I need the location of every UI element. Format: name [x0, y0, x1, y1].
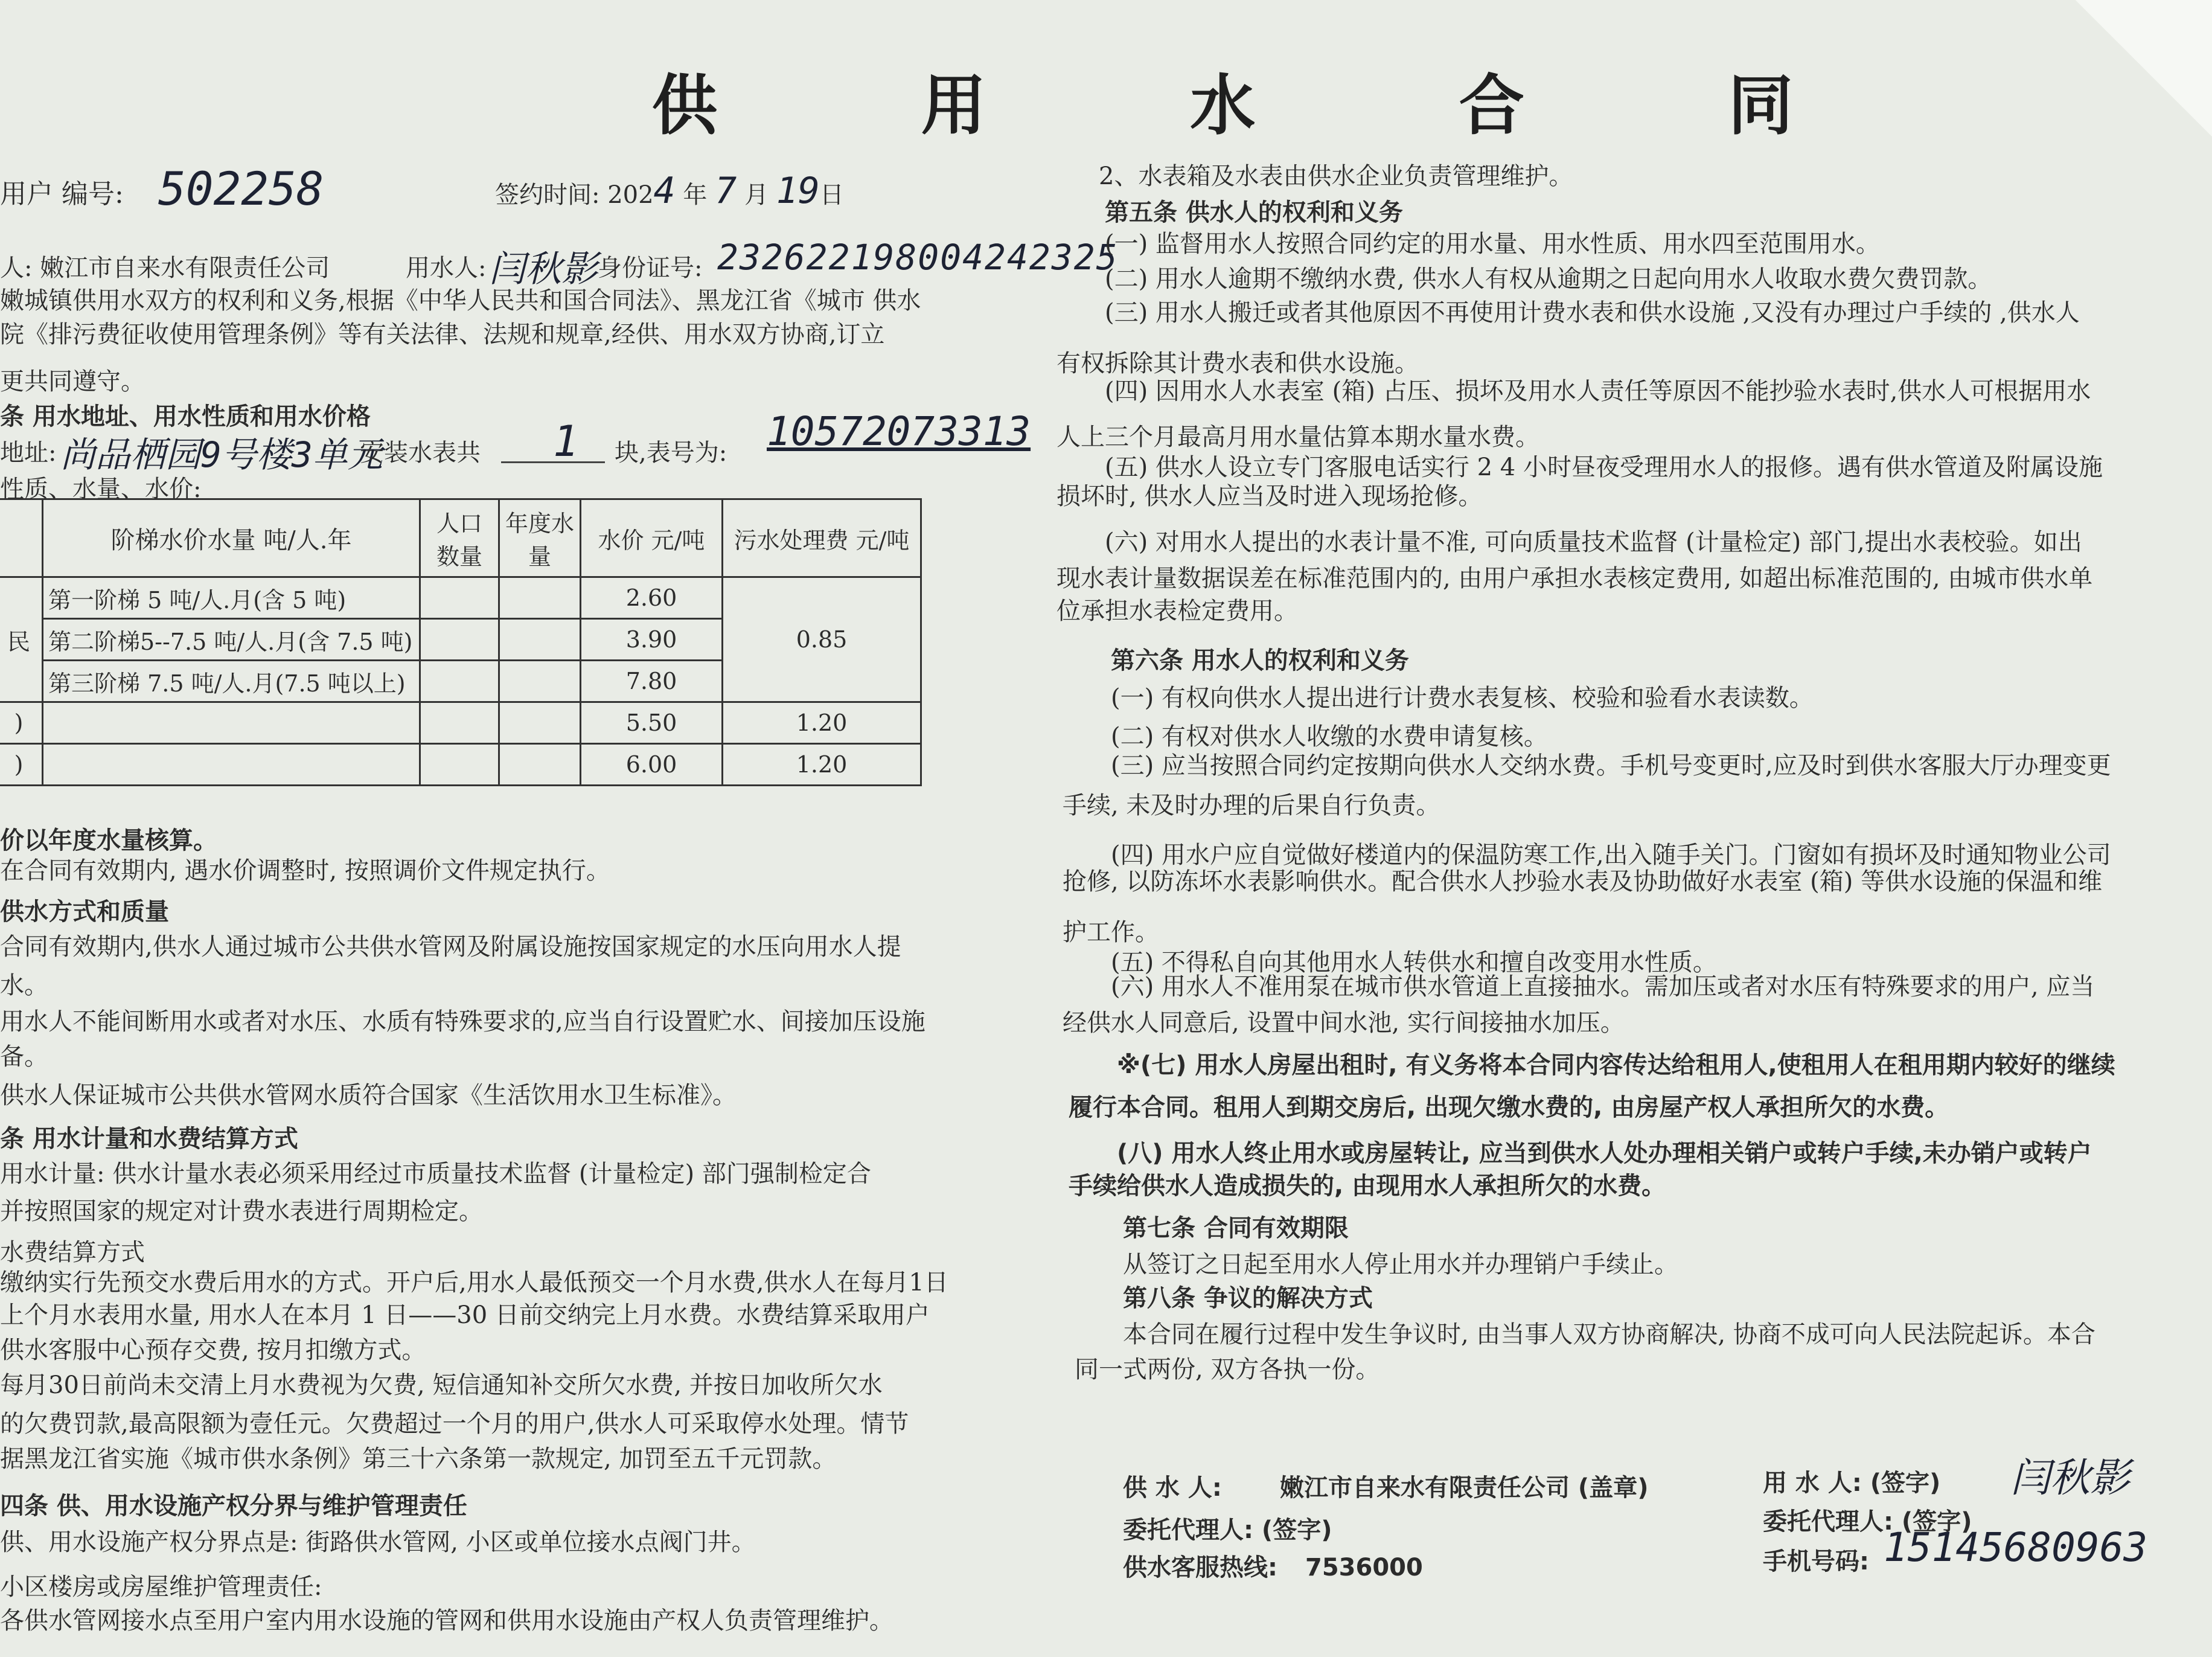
table-header-row	[0, 499, 921, 577]
consumer-agent-label: 委托代理人: (签字)	[1763, 1508, 1972, 1536]
header-sewage: 污水处理费 元/吨	[723, 499, 921, 577]
population-cell	[420, 744, 499, 786]
paragraph-line: 手续, 未及时办理的后果自行负责。	[1063, 792, 1440, 819]
intro-line-3: 更共同遵守。	[0, 368, 145, 396]
population-cell	[420, 702, 499, 744]
paragraph-line: (五) 不得私自向其他用水人转供水和擅自改变用水性质。	[1111, 949, 1717, 976]
user-no-value: 502258	[158, 162, 324, 216]
header-price: 水价 元/吨	[581, 499, 723, 577]
water-price-table	[0, 498, 922, 786]
section-heading: 第六条 用水人的权利和义务	[1111, 647, 1409, 675]
tier-label	[43, 702, 420, 744]
consumer-signature: 闫秋影	[2010, 1455, 2130, 1501]
paragraph-line: 从签订之日起至用水人停止用水并办理销户手续止。	[1123, 1251, 1678, 1278]
supplier-agent-label: 委托代理人: (签字)	[1123, 1516, 1332, 1544]
section-heading: 履行本合同。租用人到期交房后, 出现欠缴水费的, 由房屋产权人承担所欠的水费。	[1069, 1094, 1949, 1121]
paragraph-line: 同一式两份, 双方各执一份。	[1075, 1356, 1380, 1383]
supplier-sign-label: 供 水 人:	[1123, 1474, 1222, 1502]
page-corner-fold	[2076, 0, 2212, 136]
table-row	[0, 577, 921, 619]
sign-time-label: 签约时间: 202	[495, 181, 654, 209]
population-cell	[420, 619, 499, 661]
paragraph-line: 水费结算方式	[0, 1239, 145, 1266]
paragraph-line: (二) 用水人逾期不缴纳水费, 供水人有权从逾期之日起向用水人收取水费欠费罚款。	[1105, 265, 1992, 293]
section-heading: (八) 用水人终止用水或房屋转让, 应当到供水人处办理相关销户或转户手续,未办销户或转户	[1117, 1139, 2092, 1167]
paragraph-line: (四) 用水户应自觉做好楼道内的保温防寒工作,出入随手关门。门窗如有损坏及时通知物业公司	[1111, 841, 2111, 869]
table-row	[0, 702, 921, 744]
paragraph-line: (三) 应当按照合同约定按期向供水人交纳水费。手机号变更时,应及时到供水客服大厅办理变更	[1111, 752, 2111, 780]
table-stub-cell: )	[0, 744, 43, 786]
paragraph-line: 2、水表箱及水表由供水企业负责管理维护。	[1099, 162, 1573, 190]
paragraph-line: 备。	[0, 1043, 48, 1071]
consumer-sign-label: 用 水 人: (签字)	[1763, 1469, 1941, 1497]
article-1-title: 条 用水地址、用水性质和用水价格	[0, 403, 371, 431]
sign-day: 19	[776, 170, 820, 212]
section-heading: 第五条 供水人的权利和义务	[1105, 199, 1403, 226]
table-stub-cell: 民	[0, 577, 43, 702]
paragraph-line: 小区楼房或房屋维护管理责任:	[0, 1573, 322, 1601]
header-tier: 阶梯水价水量 吨/人.年	[43, 499, 420, 577]
paragraph-line: 位承担水表检定费用。	[1056, 597, 1298, 625]
paragraph-line: 经供水人同意后, 设置中间水池, 实行间接抽水加压。	[1063, 1009, 1625, 1037]
intro-line-1: 嫩城镇供用水双方的权利和义务,根据《中华人民共和国合同法》、黑龙江省《城市 供水	[0, 287, 921, 315]
supplier-line: 人: 嫩江市自来水有限责任公司	[0, 254, 330, 282]
section-heading: 价以年度水量核算。	[0, 827, 217, 854]
sewage-merged-cell: 0.85	[723, 577, 921, 702]
paragraph-line: 缴纳实行先预交水费后用水的方式。开户后,用水人最低预交一个月水费,供水人在每月1日	[0, 1269, 948, 1296]
section-heading: 第七条 合同有效期限	[1123, 1214, 1349, 1242]
annual-volume-cell	[499, 577, 581, 619]
paragraph-line: 供水客服中心预存交费, 按月扣缴方式。	[0, 1336, 426, 1364]
section-heading: ※(七) 用水人房屋出租时, 有义务将本合同内容传达给租用人,使租用人在租用期内较好的继续	[1117, 1051, 2115, 1079]
id-value: 232622198004242325	[717, 237, 1119, 278]
population-cell	[420, 661, 499, 702]
sign-month-suffix: 月	[744, 181, 769, 209]
meter-label: 安装水表共	[360, 439, 481, 467]
price-cell: 7.80	[581, 661, 723, 702]
paragraph-line: 用水计量: 供水计量水表必须采用经过市质量技术监督 (计量检定) 部门强制检定合	[0, 1160, 871, 1188]
tier-label: 第三阶梯 7.5 吨/人.月(7.5 吨以上)	[43, 661, 420, 702]
price-cell: 2.60	[581, 577, 723, 619]
phone-value: 15145680963	[1884, 1524, 2148, 1571]
paragraph-line: 水。	[0, 972, 48, 999]
annual-volume-cell	[499, 619, 581, 661]
paragraph-line: (五) 供水人设立专门客服电话实行 2 4 小时昼夜受理用水人的报修。遇有供水管道及附属设施	[1105, 454, 2103, 481]
id-label: 身份证号:	[598, 254, 703, 282]
sign-day-suffix: 日	[819, 181, 844, 209]
supplier-sign-value: 嫩江市自来水有限责任公司 (盖章)	[1280, 1474, 1649, 1502]
annual-volume-cell	[499, 661, 581, 702]
paragraph-line: 的欠费罚款,最高限额为壹任元。欠费超过一个月的用户,供水人可采取停水处理。情节	[0, 1410, 909, 1438]
tier-label	[43, 744, 420, 786]
sign-year-suffix: 年	[683, 181, 708, 209]
table-stub-cell: )	[0, 702, 43, 744]
meter-number: 10572073313	[767, 408, 1031, 455]
population-cell	[420, 577, 499, 619]
sign-date	[495, 170, 844, 212]
paragraph-line: 每月30日前尚未交清上月水费视为欠费, 短信通知补交所欠水费, 并按日加收所欠水	[0, 1371, 883, 1399]
paragraph-line: 上个月水表用水量, 用水人在本月 1 日——30 日前交纳完上月水费。水费结算采取用户	[0, 1301, 930, 1329]
document-title: 供 用 水 合 同	[652, 68, 1884, 144]
paragraph-line: 用水人不能间断用水或者对水压、水质有特殊要求的,应当自行设置贮水、间接加压设施	[0, 1008, 925, 1036]
phone-label: 手机号码:	[1763, 1548, 1869, 1575]
paragraph-line: 并按照国家的规定对计费水表进行周期检定。	[0, 1197, 483, 1225]
paragraph-line: 本合同在履行过程中发生争议时, 由当事人双方协商解决, 协商不成可向人民法院起诉。本合	[1123, 1321, 2095, 1348]
section-heading: 手续给供水人造成损失的, 由现用水人承担所欠的水费。	[1069, 1172, 1666, 1200]
paragraph-line: (六) 对用水人提出的水表计量不准, 可向质量技术监督 (计量检定) 部门,提出水表校验。如出	[1105, 528, 2082, 556]
paragraph-line: (一) 有权向供水人提出进行计费水表复核、校验和验看水表读数。	[1111, 684, 1814, 712]
paragraph-line: 抢修, 以防冻坏水表影响供水。配合供水人抄验水表及协助做好水表室 (箱) 等供水设施的保温和维	[1063, 868, 2103, 896]
paragraph-line: (六) 用水人不准用泵在城市供水管道上直接抽水。需加压或者对水压有特殊要求的用户, 应当	[1111, 973, 2095, 1001]
paragraph-line: 合同有效期内,供水人通过城市公共供水管网及附属设施按国家规定的水压向用水人提	[0, 933, 901, 961]
hotline-value: 7536000	[1305, 1554, 1423, 1582]
section-heading: 供水方式和质量	[0, 898, 169, 926]
paragraph-line: 有权拆除其计费水表和供水设施。	[1056, 350, 1419, 377]
paragraph-line: 供、用水设施产权分界点是: 街路供水管网, 小区或单位接水点阀门井。	[0, 1528, 756, 1556]
hotline-label: 供水客服热线:	[1123, 1554, 1277, 1582]
price-cell: 3.90	[581, 619, 723, 661]
address-value: 尚品栖园9号楼3单元	[60, 434, 383, 475]
paragraph-line: 据黑龙江省实施《城市供水条例》第三十六条第一款规定, 加罚至五千元罚款。	[0, 1445, 837, 1473]
sign-month: 7	[715, 170, 737, 212]
nature-line: 性质、水量、水价:	[0, 475, 202, 503]
header-population: 人口数量	[420, 499, 499, 577]
paragraph-line: (一) 监督用水人按照合同约定的用水量、用水性质、用水四至范围用水。	[1105, 230, 1880, 258]
intro-line-2: 院《排污费征收使用管理条例》等有关法律、法规和规章,经供、用水双方协商,订立	[0, 321, 885, 348]
consumer-label: 用水人:	[406, 254, 487, 282]
paragraph-line: 现水表计量数据误差在标准范围内的, 由用户承担水表核定费用, 如超出标准范围的, 由城市供水单	[1056, 565, 2093, 592]
annual-volume-cell	[499, 744, 581, 786]
tier-label: 第一阶梯 5 吨/人.月(含 5 吨)	[43, 577, 420, 619]
sign-year-digit: 4	[653, 170, 676, 212]
paragraph-line: (三) 用水人搬迁或者其他原因不再使用计费水表和供水设施 ,又没有办理过户手续的 ,供水人	[1105, 299, 2080, 327]
tier-label: 第二阶梯5--7.5 吨/人.月(含 7.5 吨)	[43, 619, 420, 661]
table-stub-header	[0, 499, 43, 577]
paragraph-line: (四) 因用水人水表室 (箱) 占压、损坏及用水人责任等原因不能抄验水表时,供水人可根据用水	[1105, 377, 2091, 405]
section-heading: 条 用水计量和水费结算方式	[0, 1125, 298, 1153]
paragraph-line: 人上三个月最高月用水量估算本期水量水费。	[1056, 423, 1539, 451]
sewage-cell: 1.20	[723, 744, 921, 786]
address-label: 地址:	[0, 439, 57, 467]
paragraph-line: 护工作。	[1063, 918, 1159, 946]
consumer-name: 闫秋影	[489, 248, 598, 290]
header-annual-volume: 年度水量	[499, 499, 581, 577]
table-row	[0, 744, 921, 786]
paragraph-line: (二) 有权对供水人收缴的水费申请复核。	[1111, 723, 1548, 751]
price-cell: 5.50	[581, 702, 723, 744]
price-cell: 6.00	[581, 744, 723, 786]
meter-unit: 块,表号为:	[615, 439, 727, 467]
paragraph-line: 损坏时, 供水人应当及时进入现场抢修。	[1056, 482, 1483, 510]
paragraph-line: 在合同有效期内, 遇水价调整时, 按照调价文件规定执行。	[0, 857, 610, 885]
meter-count: 1	[553, 417, 579, 466]
sewage-cell: 1.20	[723, 702, 921, 744]
paragraph-line: 供水人保证城市公共供水管网水质符合国家《生活饮用水卫生标准》。	[0, 1082, 737, 1109]
section-heading: 四条 供、用水设施产权分界与维护管理责任	[0, 1492, 467, 1520]
paragraph-line: 各供水管网接水点至用户室内用水设施的管网和供用水设施由产权人负责管理维护。	[0, 1607, 893, 1635]
user-no-label: 用户 编号:	[0, 179, 124, 210]
annual-volume-cell	[499, 702, 581, 744]
section-heading: 第八条 争议的解决方式	[1123, 1284, 1373, 1312]
